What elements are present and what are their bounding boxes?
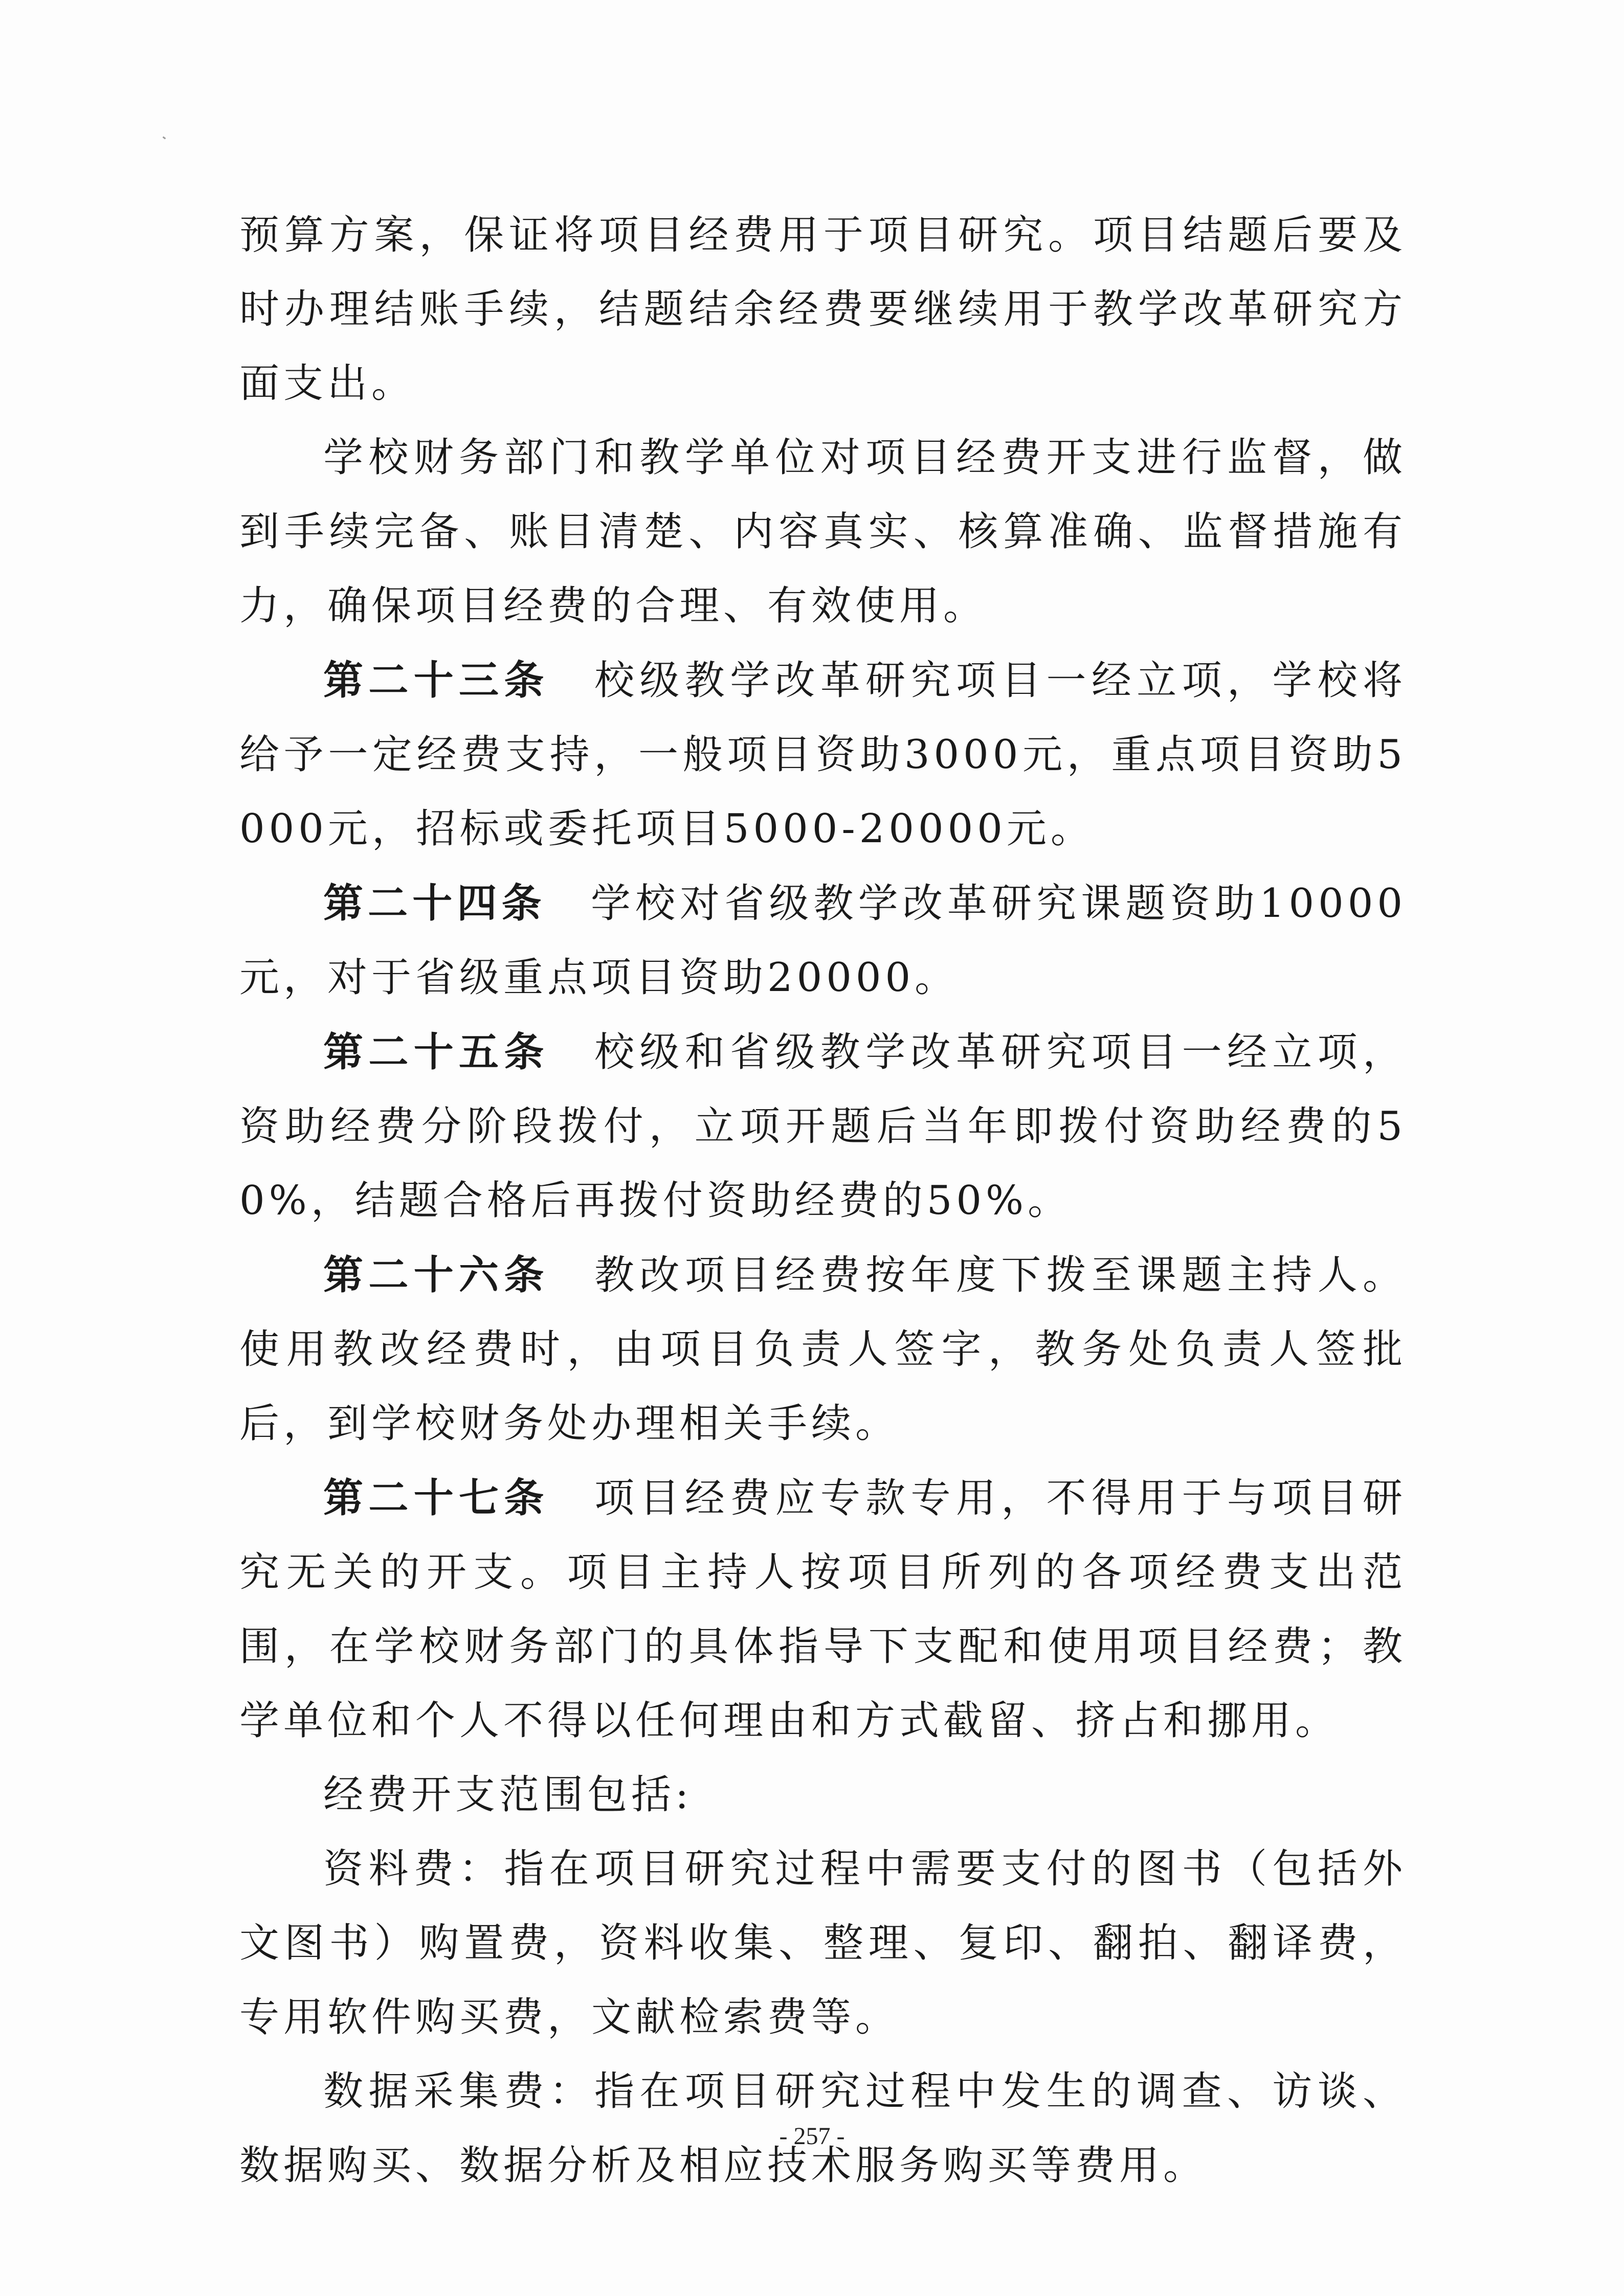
article-paragraph [239,1238,1407,1461]
article-heading: 第二十四条 [323,880,546,927]
article-paragraph [239,1015,1407,1238]
document-body [239,198,1407,2203]
paragraph-text: 学校对省级教学改革研究课题资助10000元，对于省级重点项目资助20000。 [239,881,1407,1001]
paragraph [239,421,1407,643]
page-number: - 257 - [779,2123,845,2150]
paragraph-text: 项目经费应专款专用，不得用于与项目研究无关的开支。项目主持人按项目所列的各项经费支出范围，在学校财务部门的具体指导下支配和使用项目经费；教学单位和个人不得以任何理由和方式截留、挤占和挪用。 [239,1475,1407,1744]
paragraph-text: 预算方案，保证将项目经费用于项目研究。项目结题后要及时办理结账手续，结题结余经费要继续用于教学改革研究方面支出。 [239,212,1407,407]
article-heading: 第二十六条 [323,1252,549,1298]
article-paragraph [239,643,1407,866]
article-heading: 第二十三条 [323,657,549,704]
article-heading: 第二十七条 [323,1475,549,1521]
paragraph-text: 资料费：指在项目研究过程中需要支付的图书（包括外文图书）购置费，资料收集、整理、复印、翻拍、翻译费，专用软件购买费，文献检索费等。 [239,1846,1407,2040]
paragraph-text: 校级教学改革研究项目一经立项，学校将给予一定经费支持，一般项目资助3000元，重点项目资助5000元，招标或委托项目5000-20000元。 [239,658,1407,852]
paragraph [239,198,1407,421]
paragraph [239,1758,1407,1832]
scan-speck [163,137,166,140]
paragraph-text: 学校财务部门和教学单位对项目经费开支进行监督，做到手续完备、账目清楚、内容真实、核算准确、监督措施有力，确保项目经费的合理、有效使用。 [239,435,1407,629]
paragraph-text: 教改项目经费按年度下拨至课题主持人。使用教改经费时，由项目负责人签字，教务处负责人签批后，到学校财务处办理相关手续。 [239,1252,1407,1447]
paragraph [239,1832,1407,2055]
paragraph-text: 校级和省级教学改革研究项目一经立项，资助经费分阶段拨付，立项开题后当年即拨付资助经费的50%，结题合格后再拨付资助经费的50%。 [239,1029,1407,1224]
article-paragraph [239,866,1407,1015]
paragraph-text: 数据采集费：指在项目研究过程中发生的调查、访谈、数据购买、数据分析及相应技术服务购买等费用。 [239,2068,1407,2189]
article-heading: 第二十五条 [323,1029,549,1075]
article-paragraph [239,1461,1407,1758]
paragraph-text: 经费开支范围包括: [323,1772,693,1818]
